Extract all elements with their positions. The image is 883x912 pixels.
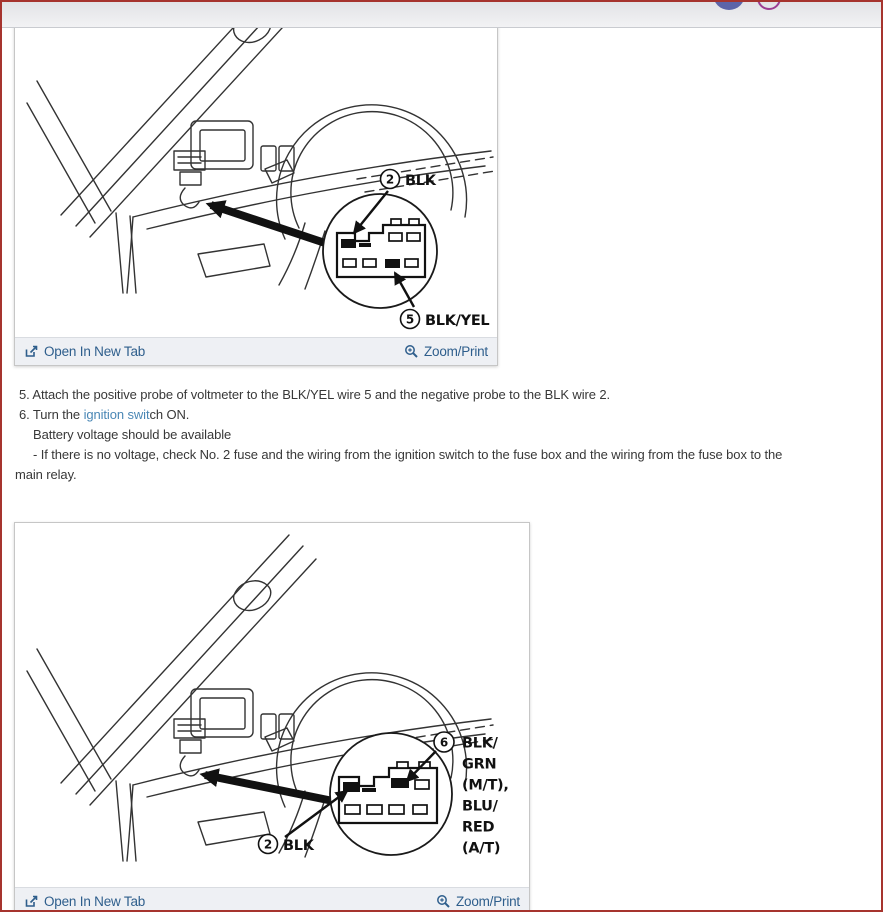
instructions-block (15, 385, 782, 485)
ignition-switch-link[interactable]: ignition swit (83, 407, 150, 422)
pin6-wire-line5: RED (462, 819, 495, 836)
zoom-print-label: Zoom/Print (423, 344, 488, 359)
zoom-print-link[interactable] (404, 344, 488, 359)
cropped-header-icon[interactable] (757, 0, 781, 10)
open-in-new-tab-icon (24, 344, 39, 359)
instruction-step-5: 5. Attach the positive probe of voltmeter to the BLK/YEL wire 5 and the negative probe to the BLK wire 2. (19, 387, 610, 402)
step6-text-after: ch ON. (149, 407, 190, 422)
pin2-number: 2 (385, 172, 395, 187)
avatar-icon[interactable] (713, 0, 745, 10)
pin5-number: 5 (405, 312, 415, 327)
pin2-number: 2 (263, 837, 273, 852)
open-in-new-tab-link[interactable] (24, 894, 145, 909)
figure2-toolbar (15, 887, 529, 912)
pin5-wire-label: BLK/YEL (425, 313, 490, 329)
relay-pointer-arrow (205, 775, 333, 801)
open-in-new-tab-label: Open In New Tab (44, 344, 146, 359)
relay-pointer-arrow (211, 205, 331, 245)
zoom-print-link[interactable] (436, 894, 520, 909)
figure1-toolbar (15, 337, 497, 365)
pin2-wire-label: BLK (283, 838, 314, 854)
instruction-step-6 (15, 405, 782, 425)
pin6-number: 6 (439, 735, 449, 750)
dashboard-relay-diagram-1 (15, 0, 497, 336)
open-in-new-tab-label: Open In New Tab (44, 894, 146, 909)
open-in-new-tab-icon (24, 894, 39, 909)
figure-box-1 (14, 0, 498, 366)
pin6-wire-line2: GRN (462, 756, 497, 773)
pin2-wire-label: BLK (405, 173, 436, 189)
figure-box-2 (14, 522, 530, 912)
figure1-diagram (15, 0, 497, 337)
zoom-icon (436, 894, 451, 909)
open-in-new-tab-link[interactable] (24, 344, 145, 359)
figure2-diagram (15, 523, 529, 887)
pin6-wire-line1: BLK/ (462, 735, 498, 752)
note-check-fuse-line2: main relay. (15, 467, 77, 482)
note-check-fuse-line1: - If there is no voltage, check No. 2 fuse and the wiring from the ignition switch to the fuse box and the wiring from the fuse box to the (33, 447, 783, 462)
note-battery-voltage: Battery voltage should be available (33, 427, 232, 442)
top-header-bar (2, 2, 881, 28)
step6-text-before: 6. Turn the (19, 407, 84, 422)
pin6-wire-line4: BLU/ (462, 798, 498, 815)
zoom-icon (404, 344, 419, 359)
pin6-wire-line3: (M/T), (462, 777, 509, 794)
pin6-wire-line6: (A/T) (462, 840, 501, 857)
zoom-print-label: Zoom/Print (455, 894, 520, 909)
dashboard-relay-diagram-2 (15, 523, 529, 887)
